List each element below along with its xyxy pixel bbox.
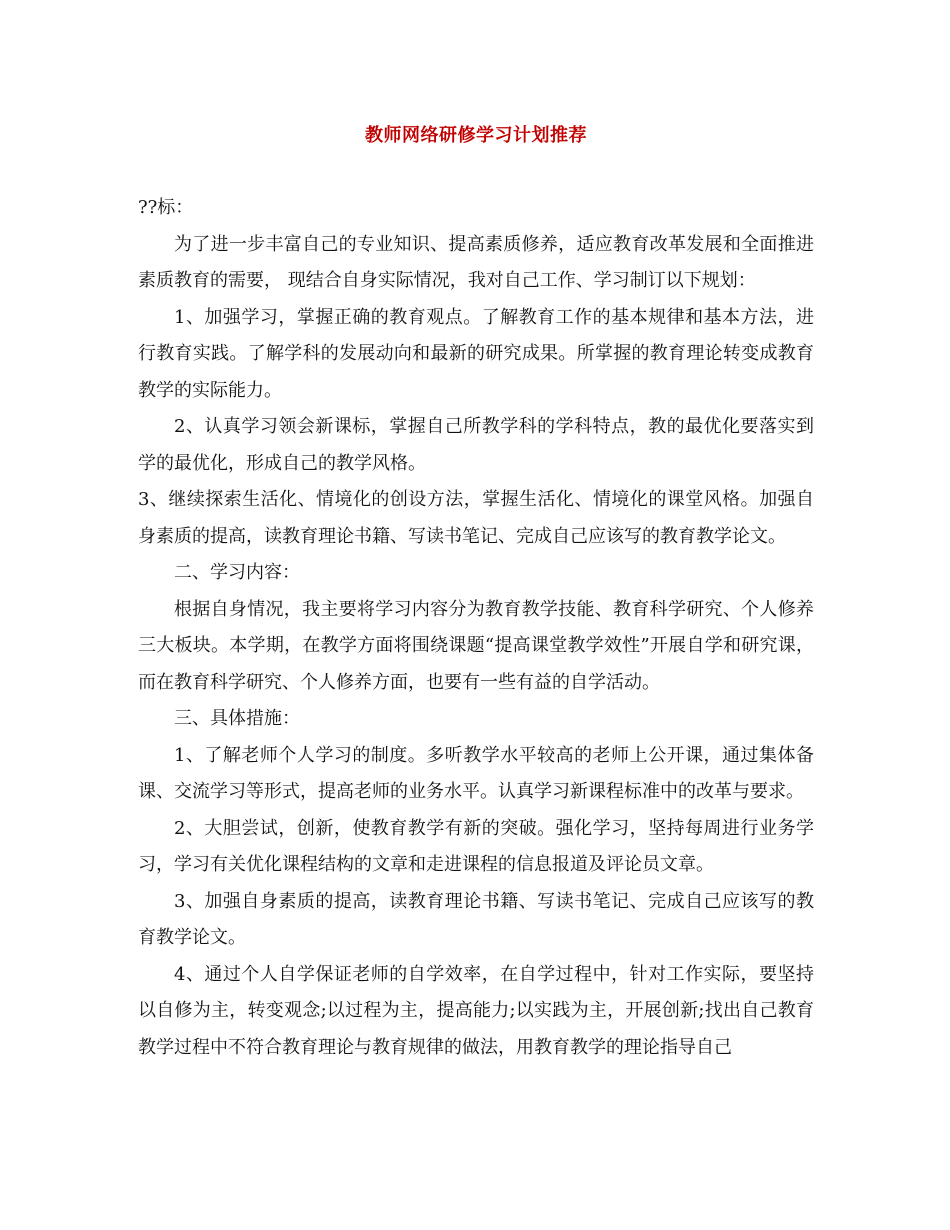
paragraph: 3、继续探索生活化、情境化的创设方法，掌握生活化、情境化的课堂风格。加强自身素质的提高，读教育理论书籍、写读书笔记、完成自己应该写的教育教学论文。 (138, 489, 814, 547)
paragraph: 2、大胆尝试，创新，使教育教学有新的突破。强化学习，坚持每周进行业务学习，学习有关优化课程结构的文章和走进课程的信息报道及评论员文章。 (138, 817, 814, 875)
paragraph: 3、加强自身素质的提高，读教育理论书籍、写读书笔记、完成自己应该写的教育教学论文。 (138, 890, 814, 948)
paragraph: 4、通过个人自学保证老师的自学效率，在自学过程中，针对工作实际，要坚持以自修为主，转变观念;以过程为主，提高能力;以实践为主，开展创新;找出自己教育教学过程中不符合教育理论与教育规律的做法，用教育教学的理论指导自己 (138, 963, 814, 1058)
document-page (138, 118, 814, 1066)
paragraph: 三、具体措施： (174, 708, 300, 729)
paragraph: 为了进一步丰富自己的专业知识、提高素质修养，适应教育改革发展和全面推进素质教育的需要， 现结合自身实际情况，我对自己工作、学习制订以下规划： (138, 233, 814, 291)
paragraph: 根据自身情况，我主要将学习内容分为教育教学技能、教育科学研究、个人修养三大板块。本学期，在教学方面将围绕课题“提高课堂教学效性”开展自学和研究课，而在教育科学研究、个人修养方面，也要有一些有益的自学活动。 (138, 598, 814, 693)
paragraph: 二、学习内容： (174, 562, 300, 583)
document-body (138, 190, 814, 1066)
document-title: 教师网络研修学习计划推荐 (365, 125, 587, 146)
paragraph: ??标： (138, 197, 194, 218)
paragraph: 1、加强学习，掌握正确的教育观点。了解教育工作的基本规律和基本方法，进行教育实践。了解学科的发展动向和最新的研究成果。所掌握的教育理论转变成教育教学的实际能力。 (138, 306, 814, 401)
paragraph: 1、了解老师个人学习的制度。多听教学水平较高的老师上公开课，通过集体备课、交流学习等形式，提高老师的业务水平。认真学习新课程标准中的改革与要求。 (138, 744, 814, 802)
paragraph: 2、认真学习领会新课标，掌握自己所教学科的学科特点，教的最优化要落实到学的最优化，形成自己的教学风格。 (138, 416, 814, 474)
